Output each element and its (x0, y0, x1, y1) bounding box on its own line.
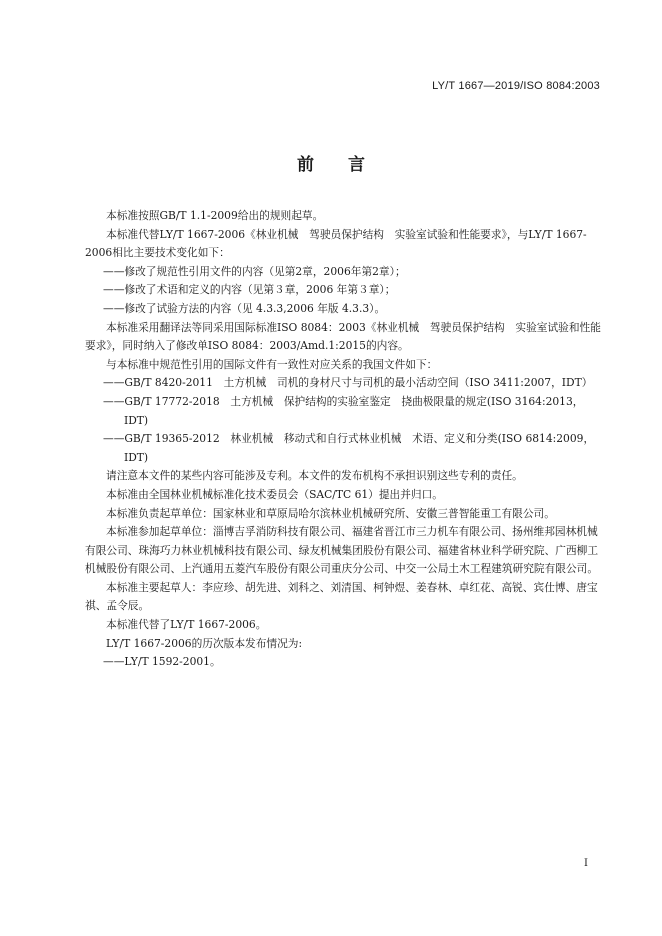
history-item: ——LY/T 1592-2001。 (103, 655, 221, 669)
paragraph-participants: 本标准参加起草单位：淄博吉孚消防科技有限公司、福建省晋江市三力机车有限公司、扬州维邦园林机械有限公司、珠海巧力林业机械科技有限公司、绿友机械集团股份有限公司、福建省林业科学研究院、广西柳工机械股份有限公司、上汽通用五菱汽车股份有限公司重庆分公司、中交一公局土木工程建筑研究院有限公司。 (85, 525, 599, 576)
paragraph-correspondence: 与本标准中规范性引用的国际文件有一致性对应关系的我国文件如下： (106, 357, 438, 371)
paragraph-lead-drafter: 本标准负责起草单位：国家林业和草原局哈尔滨林业机械研究所、安徽三普智能重工有限公司。 (106, 506, 555, 520)
standard-code: LY/T 1667—2019/ISO 8084:2003 (432, 80, 600, 92)
paragraph-patent: 请注意本文件的某些内容可能涉及专利。本文件的发布机构不承担识别这些专利的责任。 (106, 469, 523, 483)
paragraph-supersedes: 本标准代替了LY/T 1667-2006。 (106, 618, 267, 632)
reference-item: ——GB/T 17772-2018 土方机械 保护结构的实验室鉴定 挠曲极限量的规定(ISO 3164:2013，IDT) (103, 394, 584, 427)
change-item: ——修改了规范性引用文件的内容（见第2章，2006年第2章）； (103, 264, 406, 278)
paragraph-replacement: 本标准代替LY/T 1667-2006《林业机械 驾驶员保护结构 实验室试验和性能要求》，与LY/T 1667-2006相比主要技术变化如下： (85, 227, 587, 260)
paragraph-adoption: 本标准采用翻译法等同采用国际标准ISO 8084：2003《林业机械 驾驶员保护结构 实验室试验和性能要求》，同时纳入了修改单ISO 8084：2003/Amd.1:2015的内容。 (85, 320, 601, 353)
reference-item: ——GB/T 8420-2011 土方机械 司机的身材尺寸与司机的最小活动空间（ISO 3411:2007，IDT） (103, 376, 593, 390)
paragraph-drafters: 本标准主要起草人：李应珍、胡先进、刘科之、刘清国、柯钟煜、姜春林、卓红花、高锐、宾仕博、唐宝祺、孟令辰。 (85, 580, 598, 613)
paragraph-proposer: 本标准由全国林业机械标准化技术委员会（SAC/TC 61）提出并归口。 (106, 487, 443, 501)
reference-item: ——GB/T 19365-2012 林业机械 移动式和自行式林业机械 术语、定义和分类(ISO 6814:2009，IDT) (103, 432, 595, 464)
change-item: ——修改了术语和定义的内容（见第３章，2006 年第３章）； (103, 283, 396, 297)
paragraph-history: LY/T 1667-2006的历次版本发布情况为: (106, 636, 303, 650)
page-number: I (584, 858, 588, 869)
change-item: ——修改了试验方法的内容（见 4.3.3,2006 年版 4.3.3）。 (103, 301, 386, 315)
page-title: 前 言 (297, 155, 379, 175)
paragraph-drafting-rules: 本标准按照GB/T 1.1-2009给出的规则起草。 (106, 209, 324, 222)
foreword-body (85, 207, 603, 672)
